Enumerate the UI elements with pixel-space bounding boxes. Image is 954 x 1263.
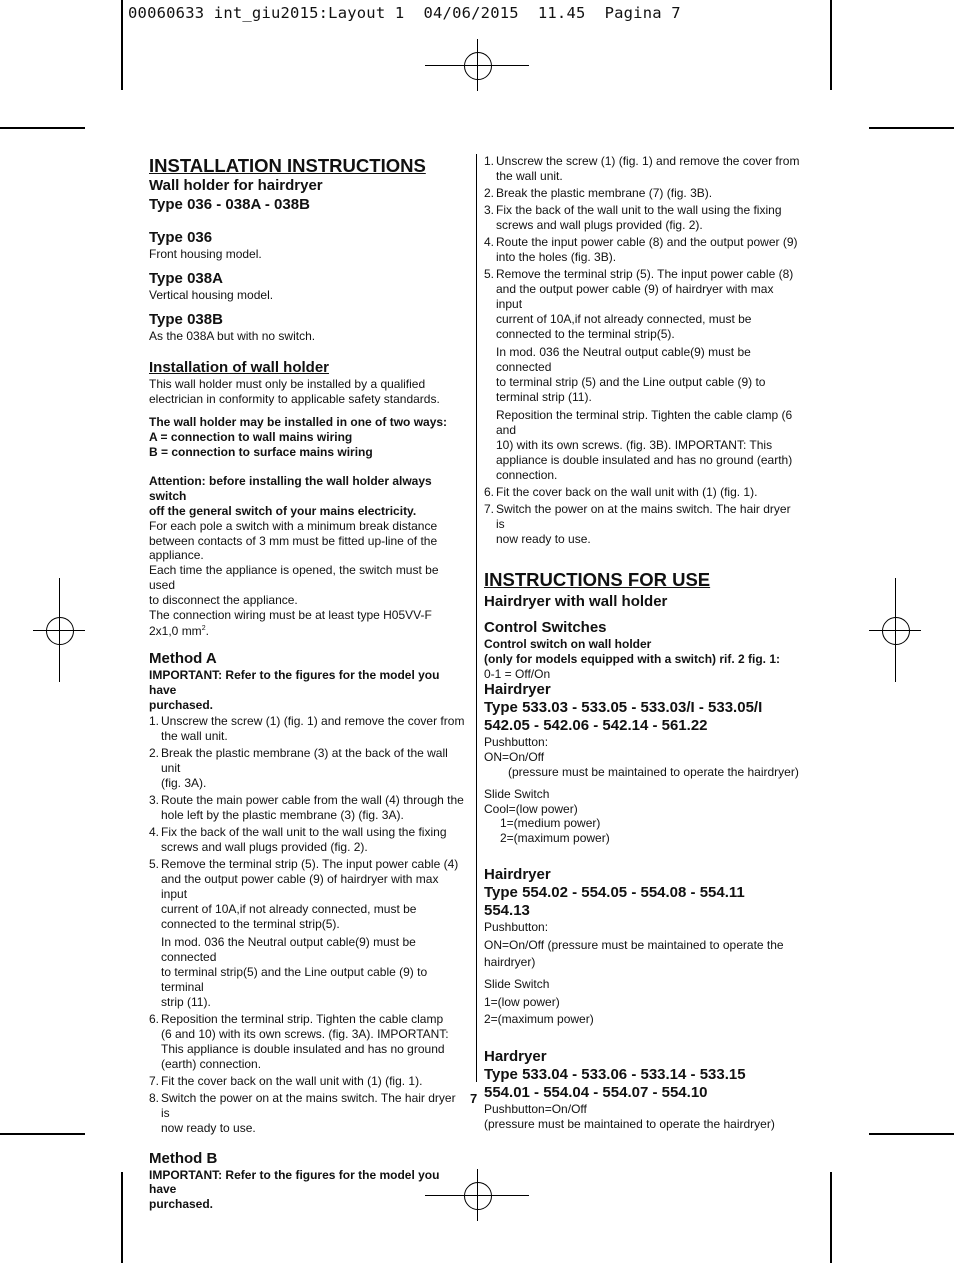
hairdryer-2-heading: Hairdryer: [484, 865, 551, 883]
type-036-desc: Front housing model.: [149, 247, 262, 261]
step-line: hole left by the plastic membrane (3) (fig. 3A).: [161, 807, 404, 822]
pushbutton-value: ON=On/Off (pressure must be maintained to operate the: [484, 937, 784, 952]
step-number: 7.: [484, 502, 495, 516]
step-line: In mod. 036 the Neutral output cable(9) must be connected: [496, 345, 751, 374]
hairdryer-1-types: Type 533.03 - 533.05 - 533.03/I - 533.05/I: [484, 699, 763, 717]
type-038a-heading: Type 038A: [149, 269, 223, 287]
control-line: (only for models equipped with a switch) rif. 2 fig. 1:: [484, 651, 781, 666]
step-line: 10) with its own screws. (fig. 3B). IMPORTANT: This: [496, 438, 773, 452]
hairdryer-3-heading: Hardryer: [484, 1047, 547, 1065]
pole-line: For each pole a switch with a minimum break distance: [149, 518, 438, 533]
step-line: (earth) connection.: [161, 1056, 262, 1071]
step-number: 1.: [484, 154, 495, 168]
step-item: [484, 186, 802, 201]
step-line: Reposition the terminal strip. Tighten the cable clamp (6 and: [496, 408, 793, 437]
hairdryer-1-heading: Hairdryer: [484, 681, 551, 699]
pole-line: Each time the appliance is opened, the switch must be used: [149, 563, 439, 592]
step-item: [149, 714, 467, 744]
ways-line: A = connection to wall mains wiring: [149, 429, 353, 444]
slide-value: 2=(maximum power): [484, 1011, 594, 1026]
step-number: 4.: [149, 824, 160, 839]
column-divider: [476, 154, 477, 1082]
attention-line: Attention: before installing the wall holder always switch: [149, 474, 432, 504]
step-item: [149, 1074, 467, 1089]
use-title: INSTRUCTIONS FOR USE: [484, 569, 711, 590]
step-number: 5.: [149, 856, 160, 871]
step-line: Fit the cover back on the wall unit with (1) (fig. 1).: [161, 1073, 423, 1088]
step-line: Switch the power on at the mains switch. The hair dryer is: [161, 1090, 456, 1120]
step-line: Route the input power cable (8) and the output power (9): [496, 235, 798, 249]
step-number: 6.: [149, 1011, 160, 1026]
step-line: now ready to use.: [161, 1120, 256, 1135]
step-line: to terminal strip(5) and the Line output cable (9) to terminal: [161, 964, 428, 994]
hairdryer-2-types: 554.13: [484, 901, 530, 919]
method-a-heading: Method A: [149, 650, 217, 668]
left-column: [149, 150, 467, 1212]
right-column: [484, 154, 802, 1131]
step-number: 3.: [484, 203, 495, 217]
hairdryer-1-types: 542.05 - 542.06 - 542.14 - 561.22: [484, 717, 708, 735]
step-number: 2.: [484, 186, 495, 200]
step-number: 3.: [149, 792, 160, 807]
step-item: [484, 235, 802, 265]
step-line: the wall unit.: [496, 169, 563, 183]
step-item: [149, 1012, 467, 1072]
step-line: connection.: [496, 468, 558, 482]
install-text-line: electrician in conformity to applicable safety standards.: [149, 392, 440, 407]
step-item: [484, 502, 802, 547]
method-b-steps: [484, 154, 802, 547]
step-line: Unscrew the screw (1) (fig. 1) and remove the cover from: [496, 154, 800, 168]
step-line: appliance is double insulated and has no ground (earth): [496, 453, 793, 467]
step-item: [484, 203, 802, 233]
slide-value: 1=(medium power): [500, 816, 601, 831]
method-b-important: purchased.: [149, 1197, 214, 1212]
ways-line: B = connection to surface mains wiring: [149, 444, 373, 459]
pole-line: between contacts of 3 mm must be fitted up-line of the: [149, 533, 438, 548]
pushbutton-value: ON=On/Off: [484, 750, 545, 765]
step-line: This appliance is double insulated and has no ground: [161, 1041, 445, 1056]
hairdryer-2-types: Type 554.02 - 554.05 - 554.08 - 554.11: [484, 883, 745, 901]
step-line: (fig. 3A).: [161, 775, 207, 790]
step-line: and the output power cable (9) of hairdryer with max input: [161, 871, 439, 901]
step-line: Fix the back of the wall unit to the wall using the fixing: [496, 203, 782, 217]
step-line: now ready to use.: [496, 532, 591, 546]
step-line: screws and wall plugs provided (fig. 2).: [496, 218, 703, 232]
step-number: 1.: [149, 713, 160, 728]
step-line: Reposition the terminal strip. Tighten the cable clamp: [161, 1011, 444, 1026]
step-line: Route the main power cable from the wall (4) through the: [161, 792, 464, 807]
step-line: (6 and 10) with its own screws. (fig. 3A). IMPORTANT:: [161, 1026, 449, 1041]
step-line: Fix the back of the wall unit to the wall using the fixing: [161, 824, 447, 839]
pole-line: to disconnect the appliance.: [149, 592, 298, 607]
wall-holder-subtitle: Wall holder for hairdryer: [149, 177, 323, 194]
step-line: terminal strip (11).: [496, 390, 592, 404]
method-b-important: IMPORTANT: Refer to the figures for the model you have: [149, 1167, 440, 1197]
step-line: connected to the terminal strip(5).: [161, 916, 340, 931]
pushbutton-value: Pushbutton=On/Off: [484, 1101, 587, 1116]
method-a-steps: [149, 714, 467, 1136]
type-038b-desc: As the 038A but with no switch.: [149, 328, 316, 343]
slide-value: Cool=(low power): [484, 801, 578, 816]
ways-line: The wall holder may be installed in one of two ways:: [149, 414, 448, 429]
hairdryer-3-types: Type 533.04 - 533.06 - 533.14 - 533.15: [484, 1065, 746, 1083]
control-line: Control switch on wall holder: [484, 637, 652, 651]
step-item: [484, 154, 802, 184]
pole-line: The connection wiring must be at least type H05VV-F: [149, 607, 432, 622]
type-038b-heading: Type 038B: [149, 310, 223, 328]
step-item: [149, 857, 467, 1010]
step-item: [484, 267, 802, 483]
method-a-important: IMPORTANT: Refer to the figures for the model you have: [149, 668, 440, 697]
step-number: 7.: [149, 1073, 160, 1088]
step-number: 8.: [149, 1090, 160, 1105]
step-line: current of 10A,if not already connected, must be: [496, 312, 752, 326]
type-036-heading: Type 036: [149, 229, 213, 246]
step-item: [149, 1091, 467, 1136]
step-item: [149, 793, 467, 823]
step-line: connected to the terminal strip(5).: [496, 327, 675, 341]
step-line: current of 10A,if not already connected, must be: [161, 901, 417, 916]
slide-switch-label: Slide Switch: [484, 786, 550, 801]
use-subtitle: Hairdryer with wall holder: [484, 593, 668, 610]
step-line: Remove the terminal strip (5). The input power cable (8): [496, 267, 794, 281]
pressure-note: (pressure must be maintained to operate the hairdryer): [508, 764, 799, 779]
method-b-heading: Method B: [149, 1149, 218, 1167]
step-line: In mod. 036 the Neutral output cable(9) must be connected: [161, 934, 416, 964]
method-a-important: purchased.: [149, 697, 214, 712]
step-item: [149, 746, 467, 791]
step-number: 6.: [484, 485, 495, 499]
type-subtitle: Type 036 - 038A - 038B: [149, 196, 310, 213]
pressure-note: (pressure must be maintained to operate the hairdryer): [484, 1116, 775, 1131]
step-line: Break the plastic membrane (7) (fig. 3B).: [496, 186, 713, 200]
step-number: 4.: [484, 235, 495, 249]
install-text-line: This wall holder must only be installed by a qualified: [149, 377, 426, 392]
slide-switch-label: Slide Switch: [484, 977, 550, 992]
step-line: strip (11).: [161, 994, 211, 1009]
installation-title: INSTALLATION INSTRUCTIONS: [149, 155, 426, 176]
step-line: Unscrew the screw (1) (fig. 1) and remove the cover from: [161, 713, 465, 728]
pole-line: appliance.: [149, 548, 204, 563]
wiring-size: 2x1,0 $mm^2$.: [149, 624, 209, 639]
step-line: the wall unit.: [161, 728, 228, 743]
step-line: and the output power cable (9) of hairdryer with max input: [496, 282, 774, 311]
step-line: Fit the cover back on the wall unit with (1) (fig. 1).: [496, 485, 758, 499]
step-item: [484, 485, 802, 500]
step-line: screws and wall plugs provided (fig. 2).: [161, 839, 368, 854]
step-line: Remove the terminal strip (5). The input power cable (4): [161, 856, 459, 871]
step-line: into the holes (fig. 3B).: [496, 250, 617, 264]
control-value: 0-1 = Off/On: [484, 666, 551, 681]
step-number: 2.: [149, 745, 160, 760]
print-slug: 00060633 int_giu2015:Layout 1 04/06/2015 11.45 Pagina 7: [128, 4, 681, 22]
type-038a-desc: Vertical housing model.: [149, 287, 274, 302]
slide-value: 1=(low power): [484, 995, 560, 1010]
step-line: Switch the power on at the mains switch. The hair dryer is: [496, 502, 791, 531]
hairdryer-3-types: 554.01 - 554.04 - 554.07 - 554.10: [484, 1083, 708, 1101]
control-heading: Control Switches: [484, 619, 607, 636]
step-number: 5.: [484, 267, 495, 281]
slide-value: 2=(maximum power): [500, 831, 610, 846]
pushbutton-label: Pushbutton:: [484, 735, 549, 750]
attention-line: off the general switch of your mains electricity.: [149, 503, 417, 518]
step-line: to terminal strip (5) and the Line output cable (9) to: [496, 375, 766, 389]
step-item: [149, 825, 467, 855]
page-number: 7: [470, 1091, 478, 1106]
pushbutton-label: Pushbutton:: [484, 919, 549, 934]
step-line: Break the plastic membrane (3) at the back of the wall unit: [161, 745, 448, 775]
install-heading: Installation of wall holder: [149, 359, 330, 377]
pushbutton-value: hairdryer): [484, 954, 536, 969]
